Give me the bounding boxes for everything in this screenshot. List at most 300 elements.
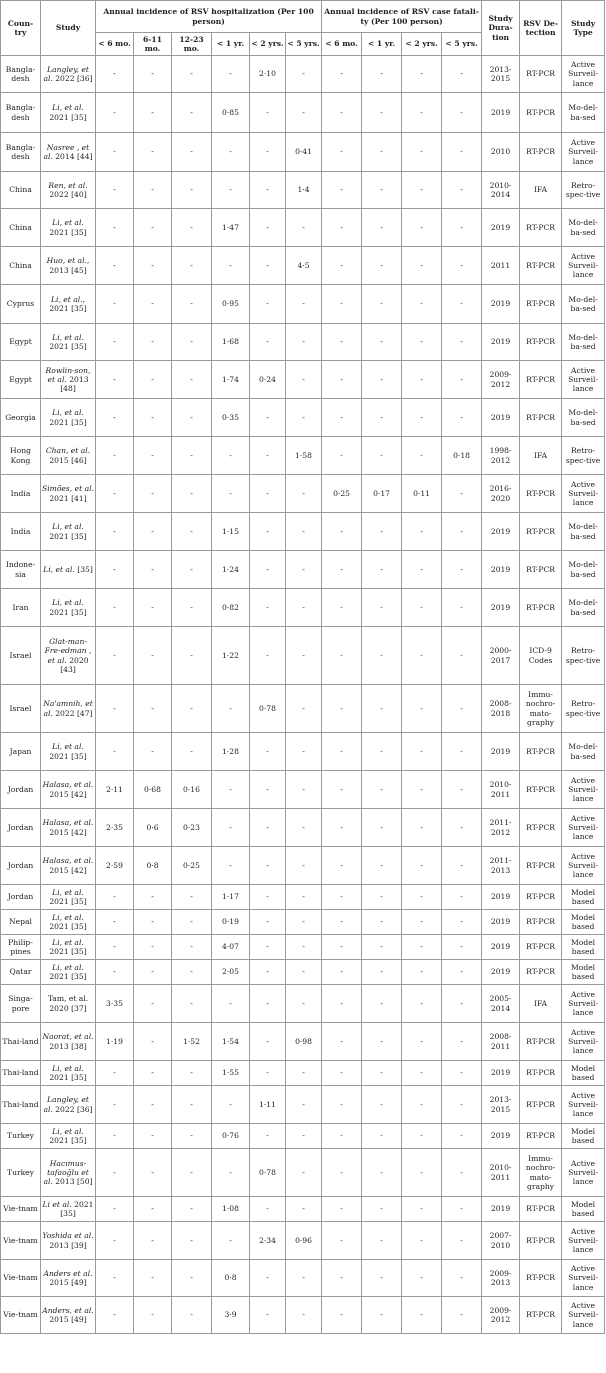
fatality-value: - [362, 172, 402, 209]
detection-cell: RT-PCR [520, 771, 562, 809]
study-author: Nasree , et al. [43, 142, 90, 161]
study-type-cell: Active Surveil-lance [562, 1222, 605, 1260]
study-type-cell: Retro-spec-tive [562, 172, 605, 209]
study-year-ref: 2021 [35] [49, 972, 87, 981]
study-year-ref: 2014 [44] [52, 152, 93, 161]
header-hosp-lt1yr: < 1 yr. [212, 33, 250, 56]
table-row [1, 1297, 605, 1334]
study-cell [41, 1222, 96, 1260]
fatality-value: - [402, 1260, 442, 1297]
fatality-value: - [362, 247, 402, 285]
hospitalization-value: - [134, 285, 172, 324]
fatality-value: - [402, 551, 442, 589]
study-year-ref: 2021 [35] [60, 1199, 94, 1218]
fatality-value: - [402, 133, 442, 172]
hospitalization-value: - [134, 1124, 172, 1149]
fatality-value: - [442, 399, 482, 437]
hospitalization-value: - [286, 93, 322, 133]
study-author: Chan, et al. [45, 446, 91, 456]
study-author: Hacımus-tafaoğlu et al. [43, 1158, 89, 1187]
hospitalization-value: 0·24 [250, 361, 286, 399]
country-cell: Georgia [1, 399, 41, 437]
study-cell [41, 93, 96, 133]
fatality-value: - [402, 910, 442, 935]
country-cell: Jordan [1, 809, 41, 847]
table-row [1, 399, 605, 437]
hospitalization-value: - [96, 1149, 134, 1197]
country-cell: Hong Kong [1, 437, 41, 475]
detection-cell: RT-PCR [520, 809, 562, 847]
fatality-value: - [362, 910, 402, 935]
hospitalization-value: - [96, 1297, 134, 1334]
study-cell [41, 361, 96, 399]
study-year-ref: 2021 [35] [49, 1136, 87, 1145]
hospitalization-value: 1·11 [250, 1086, 286, 1124]
study-type-cell: Mo-del-ba-sed [562, 209, 605, 247]
header-fatality-group: Annual incidence of RSV case fatali-ty (Per 100 person) [322, 1, 482, 33]
table-header [1, 1, 605, 56]
hospitalization-value: - [286, 209, 322, 247]
hospitalization-value: - [286, 1260, 322, 1297]
detection-cell: RT-PCR [520, 1124, 562, 1149]
fatality-value: - [322, 172, 362, 209]
study-cell [41, 172, 96, 209]
detection-cell: RT-PCR [520, 1222, 562, 1260]
hospitalization-value: - [212, 56, 250, 93]
fatality-value: - [322, 324, 362, 361]
study-year-ref: 2021 [35] [49, 531, 87, 541]
hospitalization-value: - [134, 247, 172, 285]
duration-cell: 2010 [482, 133, 520, 172]
hospitalization-value: - [96, 551, 134, 589]
detection-cell: RT-PCR [520, 1197, 562, 1222]
hospitalization-value: - [172, 1297, 212, 1334]
fatality-value: - [322, 985, 362, 1023]
fatality-value: - [442, 1086, 482, 1124]
study-cell [41, 685, 96, 733]
study-cell [41, 1061, 96, 1086]
fatality-value: - [322, 935, 362, 960]
fatality-value: - [442, 93, 482, 133]
hospitalization-value: - [250, 551, 286, 589]
study-author: Halasa, et al. [42, 818, 94, 828]
hospitalization-value: - [212, 985, 250, 1023]
study-cell [41, 910, 96, 935]
fatality-value: - [442, 885, 482, 910]
fatality-value: - [442, 285, 482, 324]
country-cell: Nepal [1, 910, 41, 935]
header-fatal-lt1yr: < 1 yr. [362, 33, 402, 56]
fatality-value: - [362, 885, 402, 910]
fatality-value: - [402, 1023, 442, 1061]
detection-cell: RT-PCR [520, 399, 562, 437]
hospitalization-value: - [134, 56, 172, 93]
hospitalization-value: - [134, 685, 172, 733]
fatality-value: - [402, 685, 442, 733]
study-author: Li, et al. [52, 522, 84, 532]
hospitalization-value: - [134, 1260, 172, 1297]
study-author: Halasa, et al. [42, 780, 94, 790]
study-type-cell: Model based [562, 935, 605, 960]
header-fatal-lt2yrs: < 2 yrs. [402, 33, 442, 56]
hospitalization-value: - [96, 399, 134, 437]
fatality-value: - [402, 172, 442, 209]
fatality-value: - [322, 885, 362, 910]
table-row [1, 172, 605, 209]
duration-cell: 2000-2017 [482, 627, 520, 685]
study-author: Li, et al. [52, 887, 84, 897]
fatality-value: 0·25 [322, 475, 362, 513]
fatality-value: - [442, 847, 482, 885]
fatality-value: - [402, 285, 442, 324]
detection-cell: RT-PCR [520, 56, 562, 93]
hospitalization-value: - [172, 1222, 212, 1260]
hospitalization-value: - [250, 985, 286, 1023]
study-cell [41, 513, 96, 551]
hospitalization-value: - [172, 324, 212, 361]
table-row [1, 589, 605, 627]
detection-cell: RT-PCR [520, 847, 562, 885]
fatality-value: - [322, 361, 362, 399]
fatality-value: - [362, 960, 402, 985]
fatality-value: - [442, 771, 482, 809]
study-type-cell: Active Surveil-lance [562, 1260, 605, 1297]
table-row [1, 1222, 605, 1260]
hospitalization-value: - [172, 437, 212, 475]
fatality-value: - [362, 285, 402, 324]
hospitalization-value: - [96, 1124, 134, 1149]
study-cell [41, 399, 96, 437]
hospitalization-value: 0·98 [286, 1023, 322, 1061]
study-year-ref: 2013 [50] [52, 1177, 93, 1187]
fatality-value: - [362, 399, 402, 437]
hospitalization-value: - [250, 93, 286, 133]
study-cell [41, 133, 96, 172]
hospitalization-value: 1·47 [212, 209, 250, 247]
study-author: Li, et al. [52, 742, 84, 752]
country-cell: Thai-land [1, 1023, 41, 1061]
hospitalization-value: - [250, 513, 286, 551]
hospitalization-value: - [286, 985, 322, 1023]
study-year-ref: 2013 [38] [49, 1041, 87, 1051]
table-row [1, 985, 605, 1023]
study-type-cell: Mo-del-ba-sed [562, 285, 605, 324]
fatality-value: - [322, 685, 362, 733]
fatality-value: - [362, 1222, 402, 1260]
header-fatal-lt5yrs: < 5 yrs. [442, 33, 482, 56]
hospitalization-value: - [134, 885, 172, 910]
study-year-ref: 2015 [49] [49, 1315, 87, 1324]
study-cell [41, 771, 96, 809]
fatality-value: - [402, 733, 442, 771]
fatality-value: - [322, 1222, 362, 1260]
hospitalization-value: 1·74 [212, 361, 250, 399]
country-cell: Israel [1, 685, 41, 733]
study-year-ref: 2015 [42] [49, 865, 87, 875]
fatality-value: - [402, 1061, 442, 1086]
study-author: Li, et al. [52, 1126, 84, 1136]
study-author: Huo, et al., [46, 256, 90, 266]
hospitalization-value: - [286, 361, 322, 399]
hospitalization-value: 2·34 [250, 1222, 286, 1260]
duration-cell: 2019 [482, 209, 520, 247]
study-year-ref: 2013 [48] [60, 374, 89, 394]
hospitalization-value: - [134, 910, 172, 935]
hospitalization-value: 2·10 [250, 56, 286, 93]
study-type-cell: Active Surveil-lance [562, 809, 605, 847]
hospitalization-value: - [172, 910, 212, 935]
study-author: Anders et al. [43, 1268, 93, 1278]
detection-cell: RT-PCR [520, 733, 562, 771]
table-row [1, 1260, 605, 1297]
table-row [1, 885, 605, 910]
hospitalization-value: - [172, 475, 212, 513]
fatality-value: - [322, 513, 362, 551]
header-country: Coun-try [1, 1, 41, 56]
table-row [1, 910, 605, 935]
duration-cell: 2016-2020 [482, 475, 520, 513]
hospitalization-value: - [172, 56, 212, 93]
hospitalization-value: 0·35 [212, 399, 250, 437]
fatality-value: - [442, 627, 482, 685]
fatality-value: - [322, 1197, 362, 1222]
hospitalization-value: - [212, 1086, 250, 1124]
study-cell [41, 627, 96, 685]
duration-cell: 2019 [482, 885, 520, 910]
hospitalization-value: - [134, 985, 172, 1023]
study-author: Li, et al. [52, 962, 84, 972]
study-cell [41, 1023, 96, 1061]
study-year-ref: 2013 [45] [49, 265, 87, 275]
study-type-cell: Active Surveil-lance [562, 56, 605, 93]
detection-cell: RT-PCR [520, 910, 562, 935]
fatality-value: - [442, 985, 482, 1023]
hospitalization-value: - [172, 1197, 212, 1222]
header-hospitalization-group: Annual incidence of RSV hospitalization (Per 100 person) [96, 1, 322, 33]
country-cell: Jordan [1, 847, 41, 885]
study-cell [41, 437, 96, 475]
study-year-ref: 2021 [35] [49, 751, 87, 761]
hospitalization-value: - [96, 935, 134, 960]
fatality-value: - [362, 627, 402, 685]
study-type-cell: Mo-del-ba-sed [562, 324, 605, 361]
detection-cell: RT-PCR [520, 285, 562, 324]
study-type-cell: Retro-spec-tive [562, 437, 605, 475]
detection-cell: RT-PCR [520, 247, 562, 285]
country-cell: India [1, 475, 41, 513]
hospitalization-value: - [172, 247, 212, 285]
hospitalization-value: - [286, 513, 322, 551]
duration-cell: 2011 [482, 247, 520, 285]
fatality-value: - [362, 437, 402, 475]
fatality-value: - [442, 361, 482, 399]
hospitalization-value: - [286, 56, 322, 93]
study-type-cell: Mo-del-ba-sed [562, 399, 605, 437]
fatality-value: - [322, 910, 362, 935]
hospitalization-value: - [134, 960, 172, 985]
detection-cell: RT-PCR [520, 93, 562, 133]
hospitalization-value: - [212, 809, 250, 847]
hospitalization-value: 0·78 [250, 1149, 286, 1197]
hospitalization-value: - [212, 771, 250, 809]
hospitalization-value: - [96, 885, 134, 910]
hospitalization-value: - [96, 1260, 134, 1297]
study-cell [41, 56, 96, 93]
detection-cell: RT-PCR [520, 960, 562, 985]
hospitalization-value: - [134, 133, 172, 172]
study-author: Li, et al. [52, 408, 84, 418]
fatality-value: - [402, 771, 442, 809]
hospitalization-value: - [134, 1023, 172, 1061]
duration-cell: 2013-2015 [482, 1086, 520, 1124]
hospitalization-value: - [250, 910, 286, 935]
fatality-value: - [362, 771, 402, 809]
detection-cell: RT-PCR [520, 133, 562, 172]
duration-cell: 2019 [482, 1061, 520, 1086]
fatality-value: - [322, 1297, 362, 1334]
hospitalization-value: 2·05 [212, 960, 250, 985]
study-author: Anders, et al. [42, 1305, 94, 1315]
table-row [1, 437, 605, 475]
study-author: Ren, et al. [48, 180, 88, 190]
country-cell: Qatar [1, 960, 41, 985]
hospitalization-value: - [250, 247, 286, 285]
hospitalization-value: 1·17 [212, 885, 250, 910]
study-year-ref: [35] [74, 564, 93, 574]
study-cell [41, 1149, 96, 1197]
header-hosp-lt2yrs: < 2 yrs. [250, 33, 286, 56]
fatality-value: - [442, 475, 482, 513]
fatality-value: - [322, 285, 362, 324]
hospitalization-value: - [172, 733, 212, 771]
country-cell: Indone-sia [1, 551, 41, 589]
duration-cell: 2019 [482, 285, 520, 324]
duration-cell: 2007-2010 [482, 1222, 520, 1260]
hospitalization-value: - [286, 475, 322, 513]
duration-cell: 2010-2014 [482, 172, 520, 209]
fatality-value: - [442, 1222, 482, 1260]
fatality-value: - [322, 437, 362, 475]
detection-cell: RT-PCR [520, 1061, 562, 1086]
fatality-value: - [362, 133, 402, 172]
study-author: Li, et al. [52, 218, 84, 228]
study-year-ref: 2021 [35] [49, 342, 87, 351]
hospitalization-value: - [96, 324, 134, 361]
table-body [1, 56, 605, 1334]
country-cell: Iran [1, 589, 41, 627]
duration-cell: 2019 [482, 513, 520, 551]
hospitalization-value: 0·6 [134, 809, 172, 847]
study-type-cell: Mo-del-ba-sed [562, 93, 605, 133]
fatality-value: - [442, 324, 482, 361]
hospitalization-value: - [250, 809, 286, 847]
study-author: Rowlin-son, et al. [45, 365, 91, 384]
study-cell [41, 985, 96, 1023]
study-cell [41, 960, 96, 985]
duration-cell: 2019 [482, 935, 520, 960]
table-row [1, 1086, 605, 1124]
hospitalization-value: - [96, 133, 134, 172]
fatality-value: - [442, 1124, 482, 1149]
hospitalization-value: - [134, 733, 172, 771]
hospitalization-value: - [134, 1197, 172, 1222]
study-cell [41, 209, 96, 247]
fatality-value: - [442, 133, 482, 172]
hospitalization-value: - [286, 935, 322, 960]
fatality-value: - [322, 1061, 362, 1086]
fatality-value: - [362, 809, 402, 847]
duration-cell: 2019 [482, 399, 520, 437]
duration-cell: 2009-2012 [482, 361, 520, 399]
hospitalization-value: - [172, 685, 212, 733]
fatality-value: - [322, 133, 362, 172]
study-type-cell: Active Surveil-lance [562, 361, 605, 399]
table-row [1, 627, 605, 685]
study-year-ref: 2022 [36] [52, 74, 93, 83]
hospitalization-value: - [96, 209, 134, 247]
hospitalization-value: - [172, 1086, 212, 1124]
study-year-ref: 2021 [35] [49, 1073, 87, 1082]
duration-cell: 2019 [482, 1124, 520, 1149]
country-cell: Turkey [1, 1124, 41, 1149]
study-type-cell: Model based [562, 1197, 605, 1222]
hospitalization-value: - [172, 133, 212, 172]
study-type-cell: Retro-spec-tive [562, 627, 605, 685]
detection-cell: RT-PCR [520, 1260, 562, 1297]
study-year-ref: 2022 [47] [52, 708, 93, 718]
hospitalization-value: - [96, 247, 134, 285]
duration-cell: 2019 [482, 551, 520, 589]
hospitalization-value: - [250, 1197, 286, 1222]
hospitalization-value: - [134, 93, 172, 133]
country-cell: Singa-pore [1, 985, 41, 1023]
hospitalization-value: 0·95 [212, 285, 250, 324]
hospitalization-value: - [250, 209, 286, 247]
fatality-value: - [442, 209, 482, 247]
duration-cell: 2019 [482, 1197, 520, 1222]
fatality-value: - [322, 209, 362, 247]
hospitalization-value: - [212, 847, 250, 885]
hospitalization-value: - [250, 475, 286, 513]
country-cell: Bangla-desh [1, 93, 41, 133]
hospitalization-value: - [286, 733, 322, 771]
fatality-value: - [402, 247, 442, 285]
hospitalization-value: - [96, 910, 134, 935]
hospitalization-value: - [96, 1197, 134, 1222]
country-cell: Turkey [1, 1149, 41, 1197]
country-cell: Israel [1, 627, 41, 685]
study-author: Li, et al., [50, 294, 86, 304]
country-cell: Jordan [1, 771, 41, 809]
hospitalization-value: - [96, 1222, 134, 1260]
hospitalization-value: - [250, 1260, 286, 1297]
hospitalization-value: - [212, 247, 250, 285]
duration-cell: 2009-2012 [482, 1297, 520, 1334]
hospitalization-value: - [286, 551, 322, 589]
fatality-value: - [322, 771, 362, 809]
study-author: Yoshida et al. [42, 1231, 94, 1241]
hospitalization-value: 4·5 [286, 247, 322, 285]
hospitalization-value: - [250, 1061, 286, 1086]
hospitalization-value: 2·35 [96, 809, 134, 847]
duration-cell: 2013-2015 [482, 56, 520, 93]
hospitalization-value: - [250, 172, 286, 209]
hospitalization-value: - [96, 733, 134, 771]
hospitalization-value: - [286, 1086, 322, 1124]
country-cell: Jordan [1, 885, 41, 910]
country-cell: China [1, 209, 41, 247]
detection-cell: RT-PCR [520, 551, 562, 589]
